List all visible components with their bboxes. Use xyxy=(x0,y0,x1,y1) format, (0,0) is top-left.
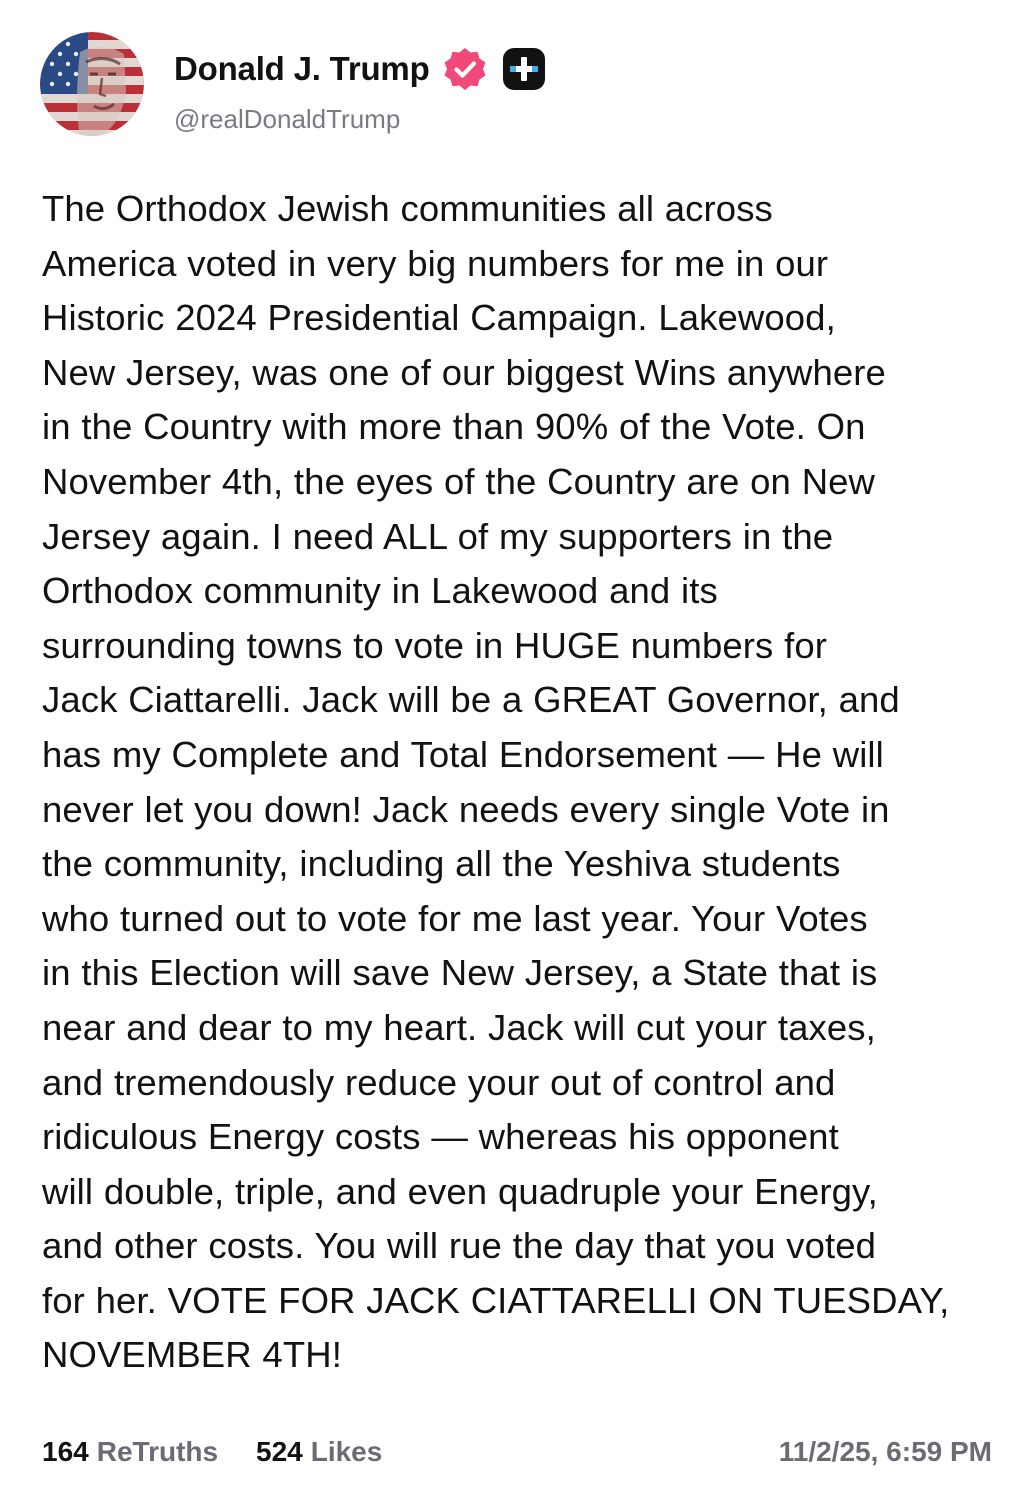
post-body-line: The Orthodox Jewish communities all across xyxy=(42,188,773,229)
author-name[interactable]: Donald J. Trump xyxy=(174,50,430,87)
avatar[interactable] xyxy=(40,32,144,136)
author-handle[interactable]: @realDonaldTrump xyxy=(174,104,401,134)
post-body-line: in the Country with more than 90% of the Vote. On xyxy=(42,406,866,448)
post-body-line: and other costs. You will rue the day that you voted xyxy=(42,1225,877,1267)
post-header xyxy=(40,32,990,136)
post-body-line: near and dear to my heart. Jack will cut your taxes, xyxy=(42,1006,876,1048)
post-body-line: will double, triple, and even quadruple your Energy, xyxy=(42,1170,878,1212)
post-body-line: and tremendously reduce your out of control and xyxy=(42,1061,836,1103)
post-body-line: Orthodox community in Lakewood and its xyxy=(42,570,718,612)
post-body-line: never let you down! Jack needs every single Vote in xyxy=(42,788,890,830)
likes-stat[interactable] xyxy=(256,1436,382,1468)
post-body-line: America voted in very big numbers for me in our xyxy=(42,242,829,284)
post-body-line: Jersey again. I need ALL of my supporters in the xyxy=(42,515,834,557)
post-body-line: Jack Ciattarelli. Jack will be a GREAT Governor, and xyxy=(42,679,900,721)
verified-badge-icon xyxy=(442,46,488,92)
post-timestamp[interactable]: 11/2/25, 6:59 PM xyxy=(778,1436,992,1467)
post-body-line: the community, including all the Yeshiva students xyxy=(42,843,841,885)
post-footer xyxy=(42,1436,992,1480)
post-body xyxy=(42,182,1002,1383)
post-body-line: who turned out to vote for me last year. Your Votes xyxy=(42,897,868,939)
post-body-line: NOVEMBER 4TH! xyxy=(42,1334,342,1376)
post-body-line: Historic 2024 Presidential Campaign. Lakewood, xyxy=(42,297,836,339)
post-body-line: New Jersey, was one of our biggest Wins anywhere xyxy=(42,351,886,393)
plus-badge-icon xyxy=(502,47,546,91)
post-body-line: November 4th, the eyes of the Country are on New xyxy=(42,460,876,502)
post-body-line: surrounding towns to vote in HUGE numbers for xyxy=(42,624,827,666)
retruths-count: 164 xyxy=(42,1436,89,1467)
post-body-line: for her. VOTE FOR JACK CIATTARELLI ON TUESDAY, xyxy=(42,1279,950,1321)
likes-label: Likes xyxy=(310,1436,383,1467)
post-body-line: ridiculous Energy costs — whereas his opponent xyxy=(42,1116,839,1158)
retruths-stat[interactable] xyxy=(42,1436,218,1468)
likes-count: 524 xyxy=(256,1436,303,1467)
retruths-label: ReTruths xyxy=(96,1436,219,1467)
author-row xyxy=(174,46,546,92)
avatar-image xyxy=(40,32,144,136)
post-body-line: has my Complete and Total Endorsement — He will xyxy=(42,733,884,775)
post-body-line: in this Election will save New Jersey, a State that is xyxy=(42,952,878,994)
